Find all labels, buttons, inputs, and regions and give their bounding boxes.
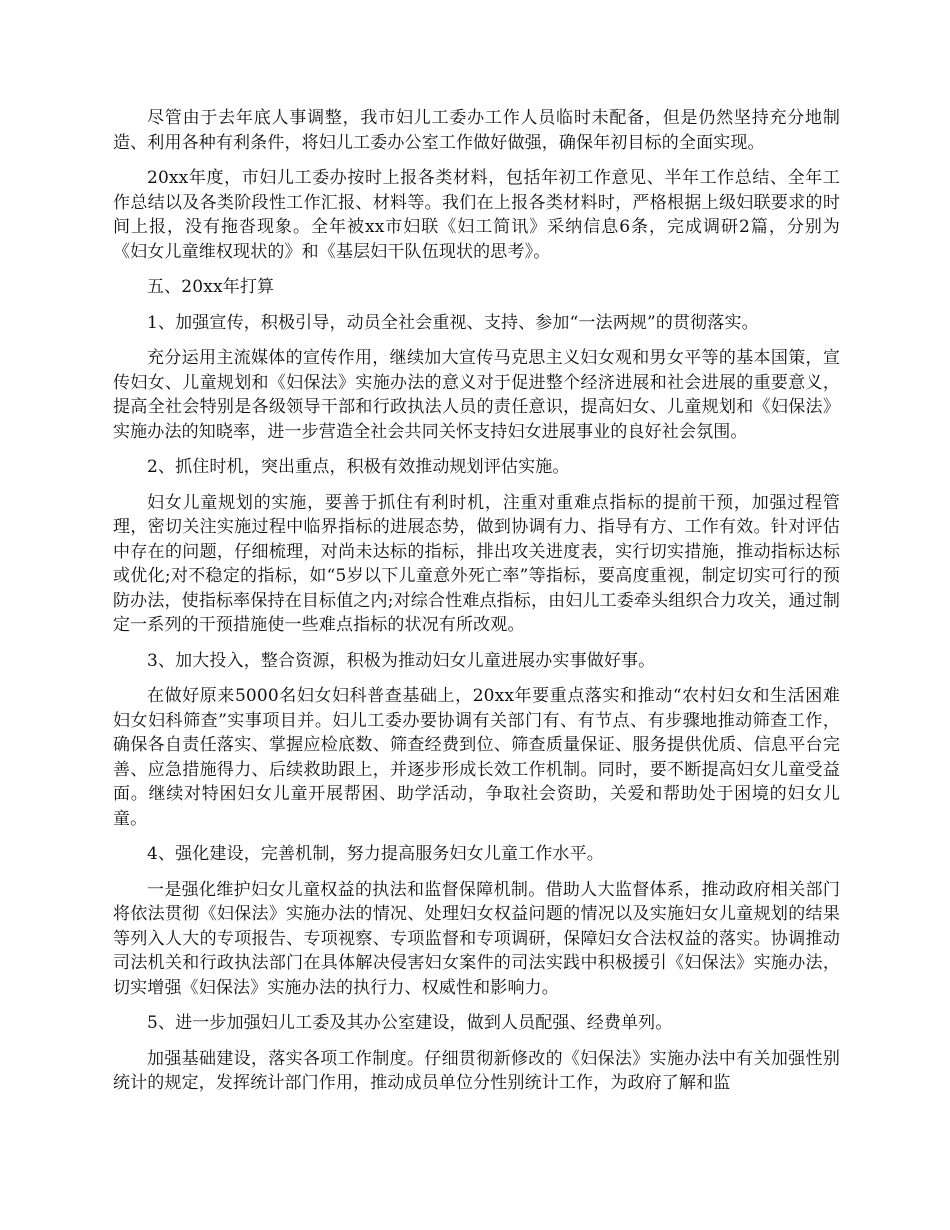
- paragraph-reporting-summary: 20xx年度，市妇儿工委办按时上报各类材料，包括年初工作意见、半年工作总结、全年工作总结以及各类阶段性工作汇报、材料等。我们在上报各类材料时，严格根据上级妇联要求的时间上报，没有拖沓现象。全年被xx市妇联《妇工简讯》采纳信息6条，完成调研2篇，分别为《妇女儿童维权现状的》和《基层妇干队伍现状的思考》。: [113, 168, 840, 262]
- paragraph-item-5: 加强基础建设，落实各项工作制度。仔细贯彻新修改的《妇保法》实施办法中有关加强性别统计的规定，发挥统计部门作用，推动成员单位分性别统计工作，为政府了解和监: [113, 1048, 840, 1093]
- paragraph-item-1: 充分运用主流媒体的宣传作用，继续加大宣传马克思主义妇女观和男女平等的基本国策，宣传妇女、儿童规划和《妇保法》实施办法的意义对于促进整个经济进展和社会进展的重要意义，提高全社会特别是各级领导干部和行政执法人员的责任意识，提高妇女、儿童规划和《妇保法》实施办法的知晓率，进一步营造全社会共同关怀支持妇女进展事业的良好社会氛围。: [113, 348, 840, 442]
- item-heading-4: 4、强化建设，完善机制，努力提高服务妇女儿童工作水平。: [147, 844, 604, 864]
- item-heading-1: 1、加强宣传，积极引导，动员全社会重视、支持、参加“一法两规”的贯彻落实。: [147, 312, 759, 333]
- paragraph-staffing-summary: 尽管由于去年底人事调整，我市妇儿工委办工作人员临时未配备，但是仍然坚持充分地制造、利用各种有利条件，将妇儿工委办公室工作做好做强，确保年初目标的全面实现。: [113, 108, 840, 153]
- document-body: [113, 106, 840, 1107]
- item-heading-2: 2、抓住时机，突出重点，积极有效推动规划评估实施。: [147, 457, 570, 477]
- section-heading-plan: 五、20xx年打算: [147, 277, 275, 297]
- item-heading-3: 3、加大投入，整合资源，积极为推动妇女儿童进展办实事做好事。: [147, 650, 656, 671]
- paragraph-item-4: 一是强化维护妇女儿童权益的执法和监督保障机制。借助人大监督体系，推动政府相关部门将依法贯彻《妇保法》实施办法的情况、处理妇女权益问题的情况以及实施妇女儿童规划的结果等列入人大的专项报告、专项视察、专项监督和专项调研，保障妇女合法权益的落实。协调推动司法机关和行政执法部门在具体解决侵害妇女案件的司法实践中积极援引《妇保法》实施办法，切实增强《妇保法》实施办法的执行力、权威性和影响力。: [113, 879, 840, 998]
- paragraph-item-3: 在做好原来5000名妇女妇科普查基础上，20xx年要重点落实和推动“农村妇女和生活困难妇女妇科筛查”实事项目并。妇儿工委办要协调有关部门有、有节点、有步骤地推动筛查工作，确保各自责任落实、掌握应检底数、筛查经费到位、筛查质量保证、服务提供优质、信息平台完善、应急措施得力、后续救助跟上，并逐步形成长效工作机制。同时，要不断提高妇女儿童受益面。继续对特困妇女儿童开展帮困、助学活动，争取社会资助，关爱和帮助处于困境的妇女儿童。: [113, 686, 840, 829]
- item-heading-5: 5、进一步加强妇儿工委及其办公室建设，做到人员配强、经费单列。: [147, 1013, 673, 1033]
- paragraph-item-2: 妇女儿童规划的实施，要善于抓住有利时机，注重对重难点指标的提前干预，加强过程管理，密切关注实施过程中临界指标的进展态势，做到协调有力、指导有方、工作有效。针对评估中存在的问题，仔细梳理，对尚未达标的指标，排出攻关进度表，实行切实措施，推动指标达标或优化;对不稳定的指标，如“5岁以下儿童意外死亡率”等指标，要高度重视，制定切实可行的预防办法，使指标率保持在目标值之内;对综合性难点指标，由妇儿工委牵头组织合力攻关，通过制定一系列的干预措施使一些难点指标的状况有所改观。: [113, 492, 840, 635]
